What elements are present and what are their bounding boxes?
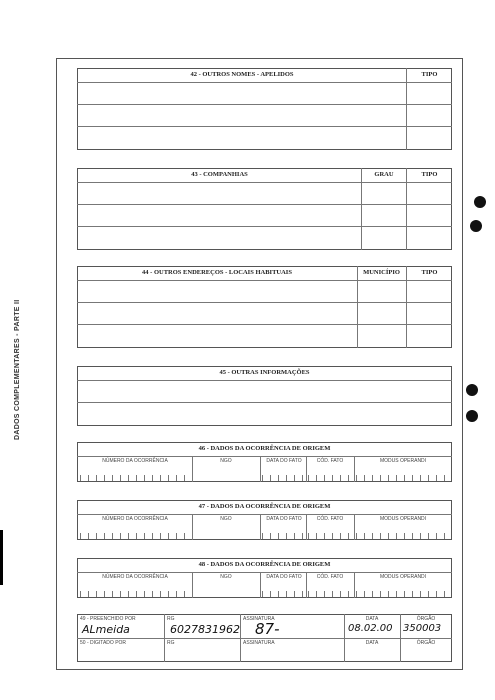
divider bbox=[77, 402, 452, 403]
col-modus-operandi: MODUS OPERANDI bbox=[379, 574, 427, 580]
tick-row bbox=[262, 533, 306, 539]
punch-hole-icon bbox=[466, 410, 478, 422]
divider bbox=[361, 168, 362, 250]
divider bbox=[260, 514, 261, 540]
tick-row bbox=[80, 591, 190, 597]
tick-row bbox=[356, 475, 450, 481]
tick-row bbox=[308, 475, 352, 481]
divider bbox=[192, 514, 193, 540]
data2-label: DATA bbox=[365, 640, 379, 646]
rg2-label: RG bbox=[167, 640, 175, 646]
section-43-col-grau: GRAU bbox=[374, 171, 394, 178]
divider bbox=[77, 514, 452, 515]
col-numero-ocorrencia: NÚMERO DA OCORRÊNCIA bbox=[102, 574, 168, 580]
divider bbox=[77, 280, 452, 281]
punch-hole-icon bbox=[470, 220, 482, 232]
divider bbox=[77, 204, 452, 205]
section-42-box bbox=[77, 68, 452, 150]
divider bbox=[354, 572, 355, 598]
handwritten-orgao: 350003 bbox=[403, 623, 442, 634]
data-label: DATA bbox=[365, 616, 379, 622]
col-data-fato: DATA DO FATO bbox=[266, 516, 302, 522]
handwritten-date: 08.02.00 bbox=[348, 623, 393, 634]
tick-row bbox=[80, 533, 190, 539]
section-47-title: 47 - DADOS DA OCORRÊNCIA DE ORIGEM bbox=[198, 503, 331, 510]
section-46-title: 46 - DADOS DA OCORRÊNCIA DE ORIGEM bbox=[198, 445, 331, 452]
divider bbox=[77, 182, 452, 183]
section-48-title: 48 - DADOS DA OCORRÊNCIA DE ORIGEM bbox=[198, 561, 331, 568]
digitado-label: 50 - DIGITADO POR bbox=[80, 640, 127, 646]
rg-label: RG bbox=[167, 616, 175, 622]
section-44-box bbox=[77, 266, 452, 348]
divider bbox=[77, 226, 452, 227]
divider bbox=[240, 614, 241, 662]
preenchido-label: 49 - PREENCHIDO POR bbox=[80, 616, 136, 622]
section-44-col-tipo: TIPO bbox=[421, 269, 438, 276]
orgao2-label: ÓRGÃO bbox=[416, 640, 436, 646]
punch-hole-icon bbox=[474, 196, 486, 208]
divider bbox=[164, 614, 165, 662]
section-43-box bbox=[77, 168, 452, 250]
tick-row bbox=[262, 475, 306, 481]
divider bbox=[306, 572, 307, 598]
divider bbox=[306, 514, 307, 540]
scan-edge-mark bbox=[0, 530, 3, 585]
handwritten-rg: 6027831962 bbox=[170, 623, 240, 636]
divider bbox=[77, 324, 452, 325]
divider bbox=[406, 266, 407, 348]
col-cod-fato: CÓD. FATO bbox=[316, 574, 344, 580]
divider bbox=[354, 514, 355, 540]
tick-row bbox=[356, 591, 450, 597]
col-modus-operandi: MODUS OPERANDI bbox=[379, 458, 427, 464]
col-cod-fato: CÓD. FATO bbox=[316, 458, 344, 464]
divider bbox=[77, 302, 452, 303]
tick-row bbox=[262, 591, 306, 597]
col-cod-fato: CÓD. FATO bbox=[316, 516, 344, 522]
orgao-label: ÓRGÃO bbox=[416, 616, 436, 622]
divider bbox=[77, 104, 452, 105]
divider bbox=[260, 572, 261, 598]
handwritten-signature: 87- bbox=[255, 620, 280, 638]
divider bbox=[77, 638, 452, 639]
section-44-title: 44 - OUTROS ENDEREÇOS - LOCAIS HABITUAIS bbox=[142, 269, 292, 276]
col-ngo: NGO bbox=[220, 516, 232, 522]
tick-row bbox=[308, 591, 352, 597]
col-numero-ocorrencia: NÚMERO DA OCORRÊNCIA bbox=[102, 516, 168, 522]
section-42-col-tipo: TIPO bbox=[421, 71, 438, 78]
punch-hole-icon bbox=[466, 384, 478, 396]
divider bbox=[77, 82, 452, 83]
divider bbox=[192, 572, 193, 598]
divider bbox=[406, 68, 407, 150]
divider bbox=[77, 572, 452, 573]
section-43-col-tipo: TIPO bbox=[421, 171, 438, 178]
side-label-text: DADOS COMPLEMENTARES - PARTE II bbox=[14, 299, 21, 440]
section-44-col-municipio: MUNICÍPIO bbox=[363, 269, 400, 276]
divider bbox=[357, 266, 358, 348]
col-modus-operandi: MODUS OPERANDI bbox=[379, 516, 427, 522]
tick-row bbox=[356, 533, 450, 539]
col-numero-ocorrencia: NÚMERO DA OCORRÊNCIA bbox=[102, 458, 168, 464]
section-45-title: 45 - OUTRAS INFORMAÇÕES bbox=[219, 369, 310, 376]
assinatura-label: ASSINATURA bbox=[243, 616, 275, 622]
assinatura2-label: ASSINATURA bbox=[243, 640, 275, 646]
divider bbox=[77, 456, 452, 457]
divider bbox=[260, 456, 261, 482]
divider bbox=[354, 456, 355, 482]
section-43-title: 43 - COMPANHIAS bbox=[191, 171, 248, 178]
tick-row bbox=[308, 533, 352, 539]
divider bbox=[77, 126, 452, 127]
col-ngo: NGO bbox=[220, 574, 232, 580]
tick-row bbox=[80, 475, 190, 481]
handwritten-name: ALmeida bbox=[82, 623, 130, 636]
divider bbox=[306, 456, 307, 482]
divider bbox=[77, 380, 452, 381]
col-data-fato: DATA DO FATO bbox=[266, 574, 302, 580]
section-42-title: 42 - OUTROS NOMES - APELIDOS bbox=[190, 71, 294, 78]
divider bbox=[192, 456, 193, 482]
divider bbox=[406, 168, 407, 250]
col-ngo: NGO bbox=[220, 458, 232, 464]
col-data-fato: DATA DO FATO bbox=[266, 458, 302, 464]
